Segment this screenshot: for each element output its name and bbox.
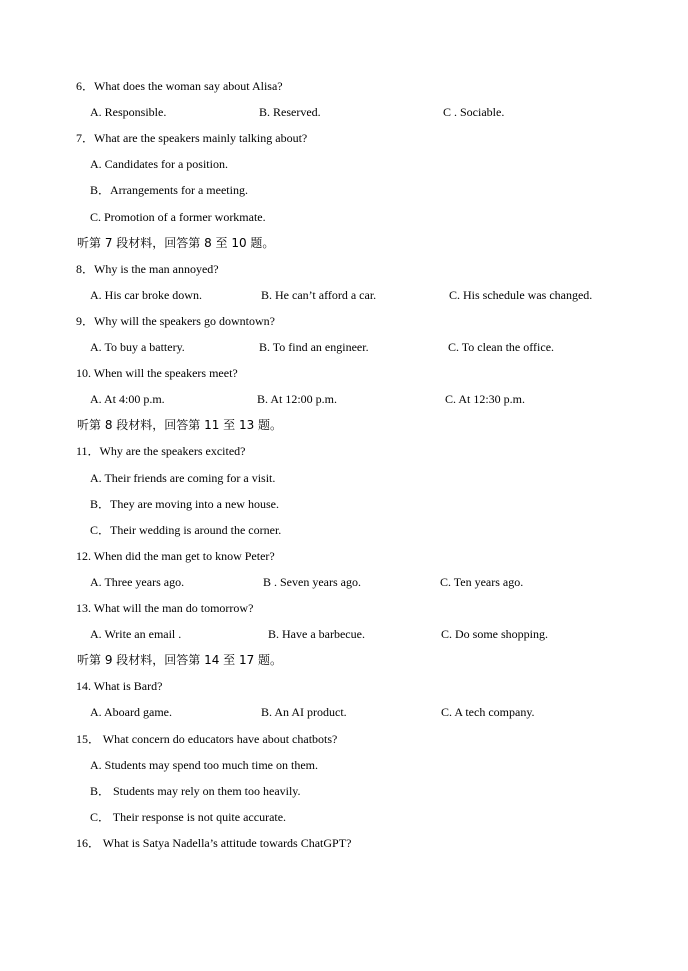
answer-options-row bbox=[0, 287, 688, 303]
answer-option: A. Write an email . bbox=[90, 627, 182, 641]
answer-option: B. Reserved. bbox=[259, 105, 321, 119]
question-text: 6．What does the woman say about Alisa? bbox=[76, 79, 283, 93]
answer-option: B. An AI product. bbox=[261, 705, 347, 719]
answer-option: C. A tech company. bbox=[441, 705, 535, 719]
answer-option: B. To find an engineer. bbox=[259, 340, 369, 354]
answer-option: A. His car broke down. bbox=[90, 288, 202, 302]
answer-options-row bbox=[0, 704, 688, 720]
answer-option: B. At 12:00 p.m. bbox=[257, 392, 338, 406]
question-text: 11．Why are the speakers excited? bbox=[76, 444, 246, 458]
answer-option: B．Arrangements for a meeting. bbox=[90, 183, 248, 197]
answer-option: B．They are moving into a new house. bbox=[90, 497, 279, 511]
question-text: 16． What is Satya Nadella’s attitude towards ChatGPT? bbox=[76, 836, 352, 850]
answer-option: A. At 4:00 p.m. bbox=[90, 392, 165, 406]
answer-option: A. Responsible. bbox=[90, 105, 167, 119]
answer-options-row bbox=[0, 339, 688, 355]
question-text: 10. When will the speakers meet? bbox=[76, 366, 238, 380]
section-instruction: 听第 9 段材料，回答第 14 至 17 题。 bbox=[77, 653, 283, 667]
answer-option: A. Candidates for a position. bbox=[90, 157, 228, 171]
section-instruction: 听第 7 段材料，回答第 8 至 10 题。 bbox=[77, 236, 275, 250]
question-text: 13. What will the man do tomorrow? bbox=[76, 601, 254, 615]
question-text: 9．Why will the speakers go downtown? bbox=[76, 314, 275, 328]
answer-option: A. To buy a battery. bbox=[90, 340, 185, 354]
answer-option: C. Promotion of a former workmate. bbox=[90, 210, 266, 224]
answer-option: B. Have a barbecue. bbox=[268, 627, 365, 641]
answer-option: B. He can’t afford a car. bbox=[261, 288, 377, 302]
answer-option: C. His schedule was changed. bbox=[449, 288, 593, 302]
answer-option: B． Students may rely on them too heavily. bbox=[90, 784, 301, 798]
section-instruction: 听第 8 段材料，回答第 11 至 13 题。 bbox=[77, 418, 283, 432]
question-text: 15． What concern do educators have about chatbots? bbox=[76, 732, 338, 746]
question-text: 14. What is Bard? bbox=[76, 679, 163, 693]
answer-options-row bbox=[0, 626, 688, 642]
question-text: 8．Why is the man annoyed? bbox=[76, 262, 219, 276]
answer-option: A. Students may spend too much time on them. bbox=[90, 758, 318, 772]
answer-option: C. To clean the office. bbox=[448, 340, 555, 354]
answer-option: C. Do some shopping. bbox=[441, 627, 549, 641]
answer-options-row bbox=[0, 391, 688, 407]
answer-option: C . Sociable. bbox=[443, 105, 505, 119]
answer-option: C. Ten years ago. bbox=[440, 575, 524, 589]
question-text: 7．What are the speakers mainly talking about? bbox=[76, 131, 308, 145]
answer-options-row bbox=[0, 574, 688, 590]
answer-option: C． Their response is not quite accurate. bbox=[90, 810, 287, 824]
answer-options-row bbox=[0, 104, 688, 120]
answer-option: C. At 12:30 p.m. bbox=[445, 392, 526, 406]
answer-option: A. Their friends are coming for a visit. bbox=[90, 471, 276, 485]
answer-option: A. Three years ago. bbox=[90, 575, 185, 589]
question-text: 12. When did the man get to know Peter? bbox=[76, 549, 275, 563]
answer-option: B . Seven years ago. bbox=[263, 575, 361, 589]
answer-option: C．Their wedding is around the corner. bbox=[90, 523, 282, 537]
answer-option: A. Aboard game. bbox=[90, 705, 172, 719]
